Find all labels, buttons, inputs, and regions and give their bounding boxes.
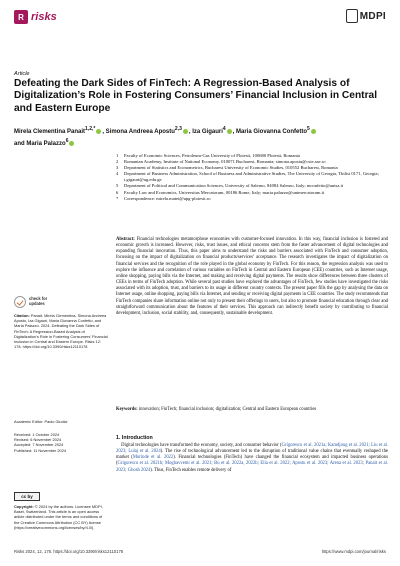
affiliation-ref: 5 — [307, 126, 310, 132]
author-name[interactable]: , Maria Giovanna Confetto — [232, 129, 307, 135]
abstract — [116, 237, 388, 317]
accepted-date: Accepted: 7 November 2024 — [14, 442, 64, 448]
publisher-logo[interactable] — [346, 9, 386, 23]
section-heading: 1. Introduction — [116, 435, 153, 441]
author-name[interactable]: , Iza Gigauri — [188, 129, 223, 135]
affiliation-item: 2 Romanian Academy, Institute of National Economy, 010071 Bucharest, Romania; simona.apostu@csie.ase.ro — [116, 159, 326, 165]
publisher-logo-icon — [346, 9, 358, 23]
cc-license-badge[interactable] — [14, 492, 40, 501]
history-dates — [14, 432, 108, 453]
author-name[interactable]: and Maria Palazzo — [14, 141, 66, 147]
journal-name: risks — [31, 11, 57, 23]
affiliation-item: 4 Department of Business Administration, School of Business and Administrative Studies, The University of Georgia, Tbilisi 0171, Georgia; i.gigauri@ug.edu.ge — [116, 171, 379, 183]
copyright-label: Copyright: — [14, 504, 34, 509]
orcid-icon[interactable] — [96, 129, 101, 134]
author-list — [14, 125, 386, 149]
published-date: Published: 11 November 2024 — [14, 447, 67, 453]
orcid-icon[interactable] — [311, 129, 316, 134]
affiliations — [116, 153, 386, 202]
introduction-text: Digital technologies have transformed the economy, society, and consumer behavior (Grigorescu et al. 2021a; Kamdjoug et al. 2021; Liu et al. 2023; Lulaj et al. 2024). The rise of technological advancement led to the disruption of traditional value chains that eventually reshaped the market (Murinde et al. 2022). Financial technologies (FinTech) have changed the financial ecosystem and impacted business operations (Grigorescu et al. 2021b; Moghavvemi et al. 2021; Bu et al. 2022a, 2022b; Elia et al. 2022; Apostu et al. 2023; Arena et al. 2023; Panait et al. 2023; Ghosh 2024). Thus, FinTech enables remote delivery of — [116, 443, 389, 473]
affiliation-item: 1 Faculty of Economic Sciences, Petroleum-Gas University of Ploiesti, 100680 Ploiesti, Romania — [116, 153, 300, 158]
affiliation-ref: 2,3 — [174, 126, 182, 132]
check-updates-button[interactable]: check for updates — [14, 296, 47, 308]
footer-citation[interactable]: Risks 2024, 12, 178. https://doi.org/10.3390/risks12110178 — [14, 549, 124, 554]
check-updates-icon — [14, 296, 26, 308]
academic-editor: Academic Editor: Paolo Giudici — [14, 419, 68, 424]
abstract-label: Abstract: — [116, 237, 135, 242]
article-title: Defeating the Dark Sides of FinTech: A Regression-Based Analysis of Digitalization’s Role in Fostering Consumers’ Financial Inclusion in Central and Eastern Europe — [14, 78, 378, 114]
citation-link[interactable]: Grigorescu et al. 2021b; Moghavvemi et al. 2021; Bu et al. 2022a, 2022b; Elia et al. 2022; Apostu et al. 2023; Arena et al. 2023; Panait et al. 2023; Ghosh 2024 — [116, 461, 388, 473]
publisher-name: MDPI — [359, 10, 386, 22]
journal-logo[interactable] — [14, 10, 57, 24]
correspondence: * Correspondence: mirela.matei@upg-ploiesti.ro — [116, 195, 211, 201]
citation-block — [14, 313, 108, 349]
citation-label: Citation: — [14, 313, 30, 318]
keywords — [116, 407, 388, 413]
revised-date: Revised: 6 November 2024 — [14, 437, 62, 443]
citation-link[interactable]: Grigorescu et al. 2021a; Kamdjoug et al. 2021; Liu et al. 2023; Lulaj et al. 2024 — [116, 443, 389, 455]
citation-link[interactable]: Murinde et al. 2022 — [132, 455, 174, 461]
copyright-text: © 2024 by the authors. Licensee MDPI, Basel, Switzerland. This article is an open access article distributed under the terms and conditions of the Creative Commons Attribution (CC BY) license (https://creativecommons.org/licenses/by/4.0/). — [14, 504, 103, 530]
page-footer — [14, 549, 386, 554]
affiliation-item: 3 Department of Statistics and Econometrics, Bucharest University of Economic Studies, 010552 Bucharest, Romania — [116, 165, 338, 171]
orcid-icon[interactable] — [227, 129, 232, 134]
copyright-block — [14, 504, 108, 530]
affiliation-ref: 1,2,* — [85, 126, 96, 132]
article-type: Article — [14, 71, 30, 77]
orcid-icon[interactable] — [183, 129, 188, 134]
author-name[interactable]: , Simona Andreea Apostu — [102, 129, 175, 135]
abstract-text: Financial technologies metamorphose economies with customer-focused innovation. In this way, financial inclusion is fostered and economic growth is increased. However, risks, trust issues, and ethical concerns stem from the faster advancement of digital technologies and expanding financial innovation. Thus, this paper aims to understand the risks and barriers associated with FinTech and consumer adoption, focussing on the impact of digitalization on financial products/services’ acceptance. The research investigates the impact of digitalization on financial services and the recognition of the role played in the global economy by FinTech. For this reason, the regression analysis was used to explore the influence and correlation of various variables on FinTech in Central and Eastern European (CEE) countries, such as Internet usage, online shopping, paying bills via the Internet, and making and receiving digital payments. The results show differences between three clusters of CEEs in terms of FinTech adoption. While several past studies have explored the advantages of FinTech, few studies have investigated the risks associated with its adoption, trust, and barriers to its usage in different country contexts. The present paper fills the gap by analysing the data on Internet usage, online shopping, paying bills via Internet, and sending or receiving digital payments in CEE countries. The study recommends that FinTech companies share information online not only to present their offerings to users, but also to promote financial education through clear and straightforward communication about the features of their services. This approach can indirectly benefit society by contributing to financial development, inclusion, social stability, and, consequently, sustainable development. — [116, 237, 388, 316]
affiliation-ref: 4 — [222, 126, 226, 132]
author-name[interactable]: Mirela Clementina Panait — [14, 129, 86, 135]
affiliation-item: 5 Department of Political and Communication Sciences, University of Salerno, 84084 Salerno, Italy; mconfetto@unisa.it — [116, 183, 344, 189]
cc-icon: cc by — [21, 494, 33, 499]
citation-text: Panait, Mirela Clementina, Simona Andreea Apostu, Iza Gigauri, Maria Giovanna Confetto, and Maria Palazzo. 2024. Defeating the Dark Sides of FinTech: A Regression-Based Analysis of Digitalization’s Role in Fostering Consumers’ Financial Inclusion in Central and Eastern Europe. Risks 12: 178. https://doi.org/10.3390/risks12110178 — [14, 313, 108, 350]
affiliation-ref: 6 — [65, 138, 69, 144]
keywords-label: Keywords: — [116, 407, 138, 412]
received-date: Received: 1 October 2024 — [14, 432, 60, 437]
footer-journal-url[interactable]: https://www.mdpi.com/journal/risks — [321, 549, 386, 554]
orcid-icon[interactable] — [69, 141, 74, 146]
affiliation-item: 6 Faculty Law and Economics, Universitas Mercatorum, 00186 Rome, Italy; maria.palazzo@unimercatorum.it — [116, 189, 325, 195]
journal-logo-icon: R — [14, 10, 28, 24]
keywords-text: innovation; FinTech; financial inclusion; digitalization; Central and Eastern European countries — [138, 407, 317, 412]
